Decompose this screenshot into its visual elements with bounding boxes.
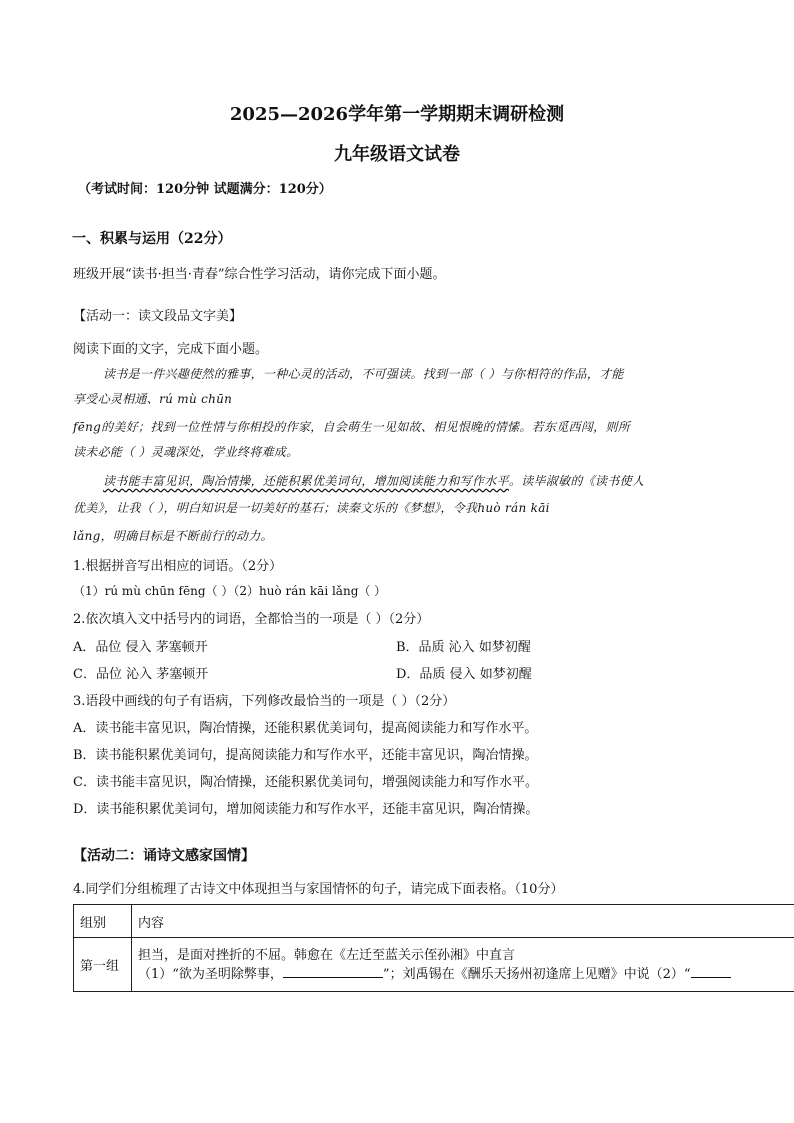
passage-line: 读书是一件兴趣使然的雅事，一种心灵的活动，不可强读。找到一部（ ）与你相符的作品，才能 (103, 367, 624, 381)
passage-line: 优美》，让我（ ），明白知识是一切美好的基石；读秦文乐的《梦想》，令我huò rán kāi (73, 501, 550, 515)
table-row (74, 938, 794, 992)
section-intro: 班级开展“读书·担当·青春”综合性学习活动，请你完成下面小题。 (73, 267, 446, 282)
question-2: 2.依次填入文中括号内的词语，全都恰当的一项是（ ）（2分） (73, 612, 430, 627)
option-b: B．品质 沁入 如梦初醒 (396, 640, 531, 655)
passage-line: 读未必能（ ）灵魂深处，学业终将难成。 (73, 445, 299, 459)
option-a: A．品位 侵入 茅塞顿开 (73, 640, 208, 655)
question-3: 3.语段中画线的句子有语病，下列修改最恰当的一项是（ ）（2分） (73, 694, 456, 709)
passage-line: 享受心灵相通、rú mù chūn (73, 392, 233, 406)
q3-option-c: C．读书能丰富见识，陶冶情操，还能积累优美词句，增强阅读能力和写作水平。 (73, 775, 538, 790)
underlined-sentence: 读书能丰富见识，陶冶情操，还能积累优美词句，增加阅读能力和写作水平 (103, 474, 509, 488)
answer-blank-1[interactable] (283, 965, 383, 978)
question-1: 1.根据拼音写出相应的词语。（2分） (73, 559, 283, 574)
passage-line: lǎng，明确目标是不断前行的动力。 (73, 529, 273, 543)
activity2-heading: 【活动二：诵诗文感家国情】 (73, 848, 255, 864)
option-c: C．品位 沁入 茅塞顿开 (73, 667, 209, 682)
option-d: D．品质 侵入 如梦初醒 (396, 667, 532, 682)
answer-table (73, 904, 794, 992)
table-content-fragment: （1）“欲为圣明除弊事， (138, 966, 283, 982)
table-content-line: 担当，是面对挫折的不屈。韩愈在《左迁至蓝关示侄孙湘》中直言 (138, 947, 516, 963)
section-heading: 一、积累与运用（22分） (72, 231, 232, 247)
table-header-content: 内容 (132, 905, 794, 938)
question-4: 4.同学们分组梳理了古诗文中体现担当与家国情怀的句子，请完成下面表格。（10分） (73, 882, 564, 897)
exam-info: （考试时间：120分钟 试题满分：120分） (78, 182, 332, 197)
passage-line (103, 472, 644, 489)
answer-blank-2[interactable] (691, 965, 731, 978)
q3-option-b: B．读书能积累优美词句，提高阅读能力和写作水平，还能丰富见识，陶冶情操。 (73, 748, 538, 763)
passage-fragment: 。读毕淑敏的《读书使人 (508, 474, 645, 488)
table-content-fragment: ”；刘禹锡在《酬乐天扬州初逢席上见赠》中说（2）“ (382, 966, 691, 982)
exam-title: 2025—2026学年第一学期期末调研检测 (229, 104, 565, 125)
passage-line: fēng的美好；找到一位性情与你相投的作家，自会萌生一见如故、相见恨晚的情愫。若东觅西闯，则所 (73, 420, 631, 434)
activity1-heading: 【活动一：读文段品文字美】 (73, 309, 243, 324)
table-header-row (74, 905, 794, 938)
table-header-group: 组别 (74, 905, 132, 938)
table-cell-content (132, 938, 794, 992)
activity1-instruction: 阅读下面的文字，完成下面小题。 (73, 342, 269, 357)
table-cell-group: 第一组 (74, 938, 132, 992)
table-content-line (138, 965, 794, 984)
exam-subtitle: 九年级语文试卷 (334, 144, 460, 165)
q3-option-d: D．读书能积累优美词句，增加阅读能力和写作水平，还能丰富见识，陶冶情操。 (73, 802, 539, 817)
q3-option-a: A．读书能丰富见识，陶冶情操，还能积累优美词句，提高阅读能力和写作水平。 (73, 721, 538, 736)
question-1-items: （1）rú mù chūn fēng（ ）（2）huò rán kāi lǎng（ ） (73, 584, 387, 598)
